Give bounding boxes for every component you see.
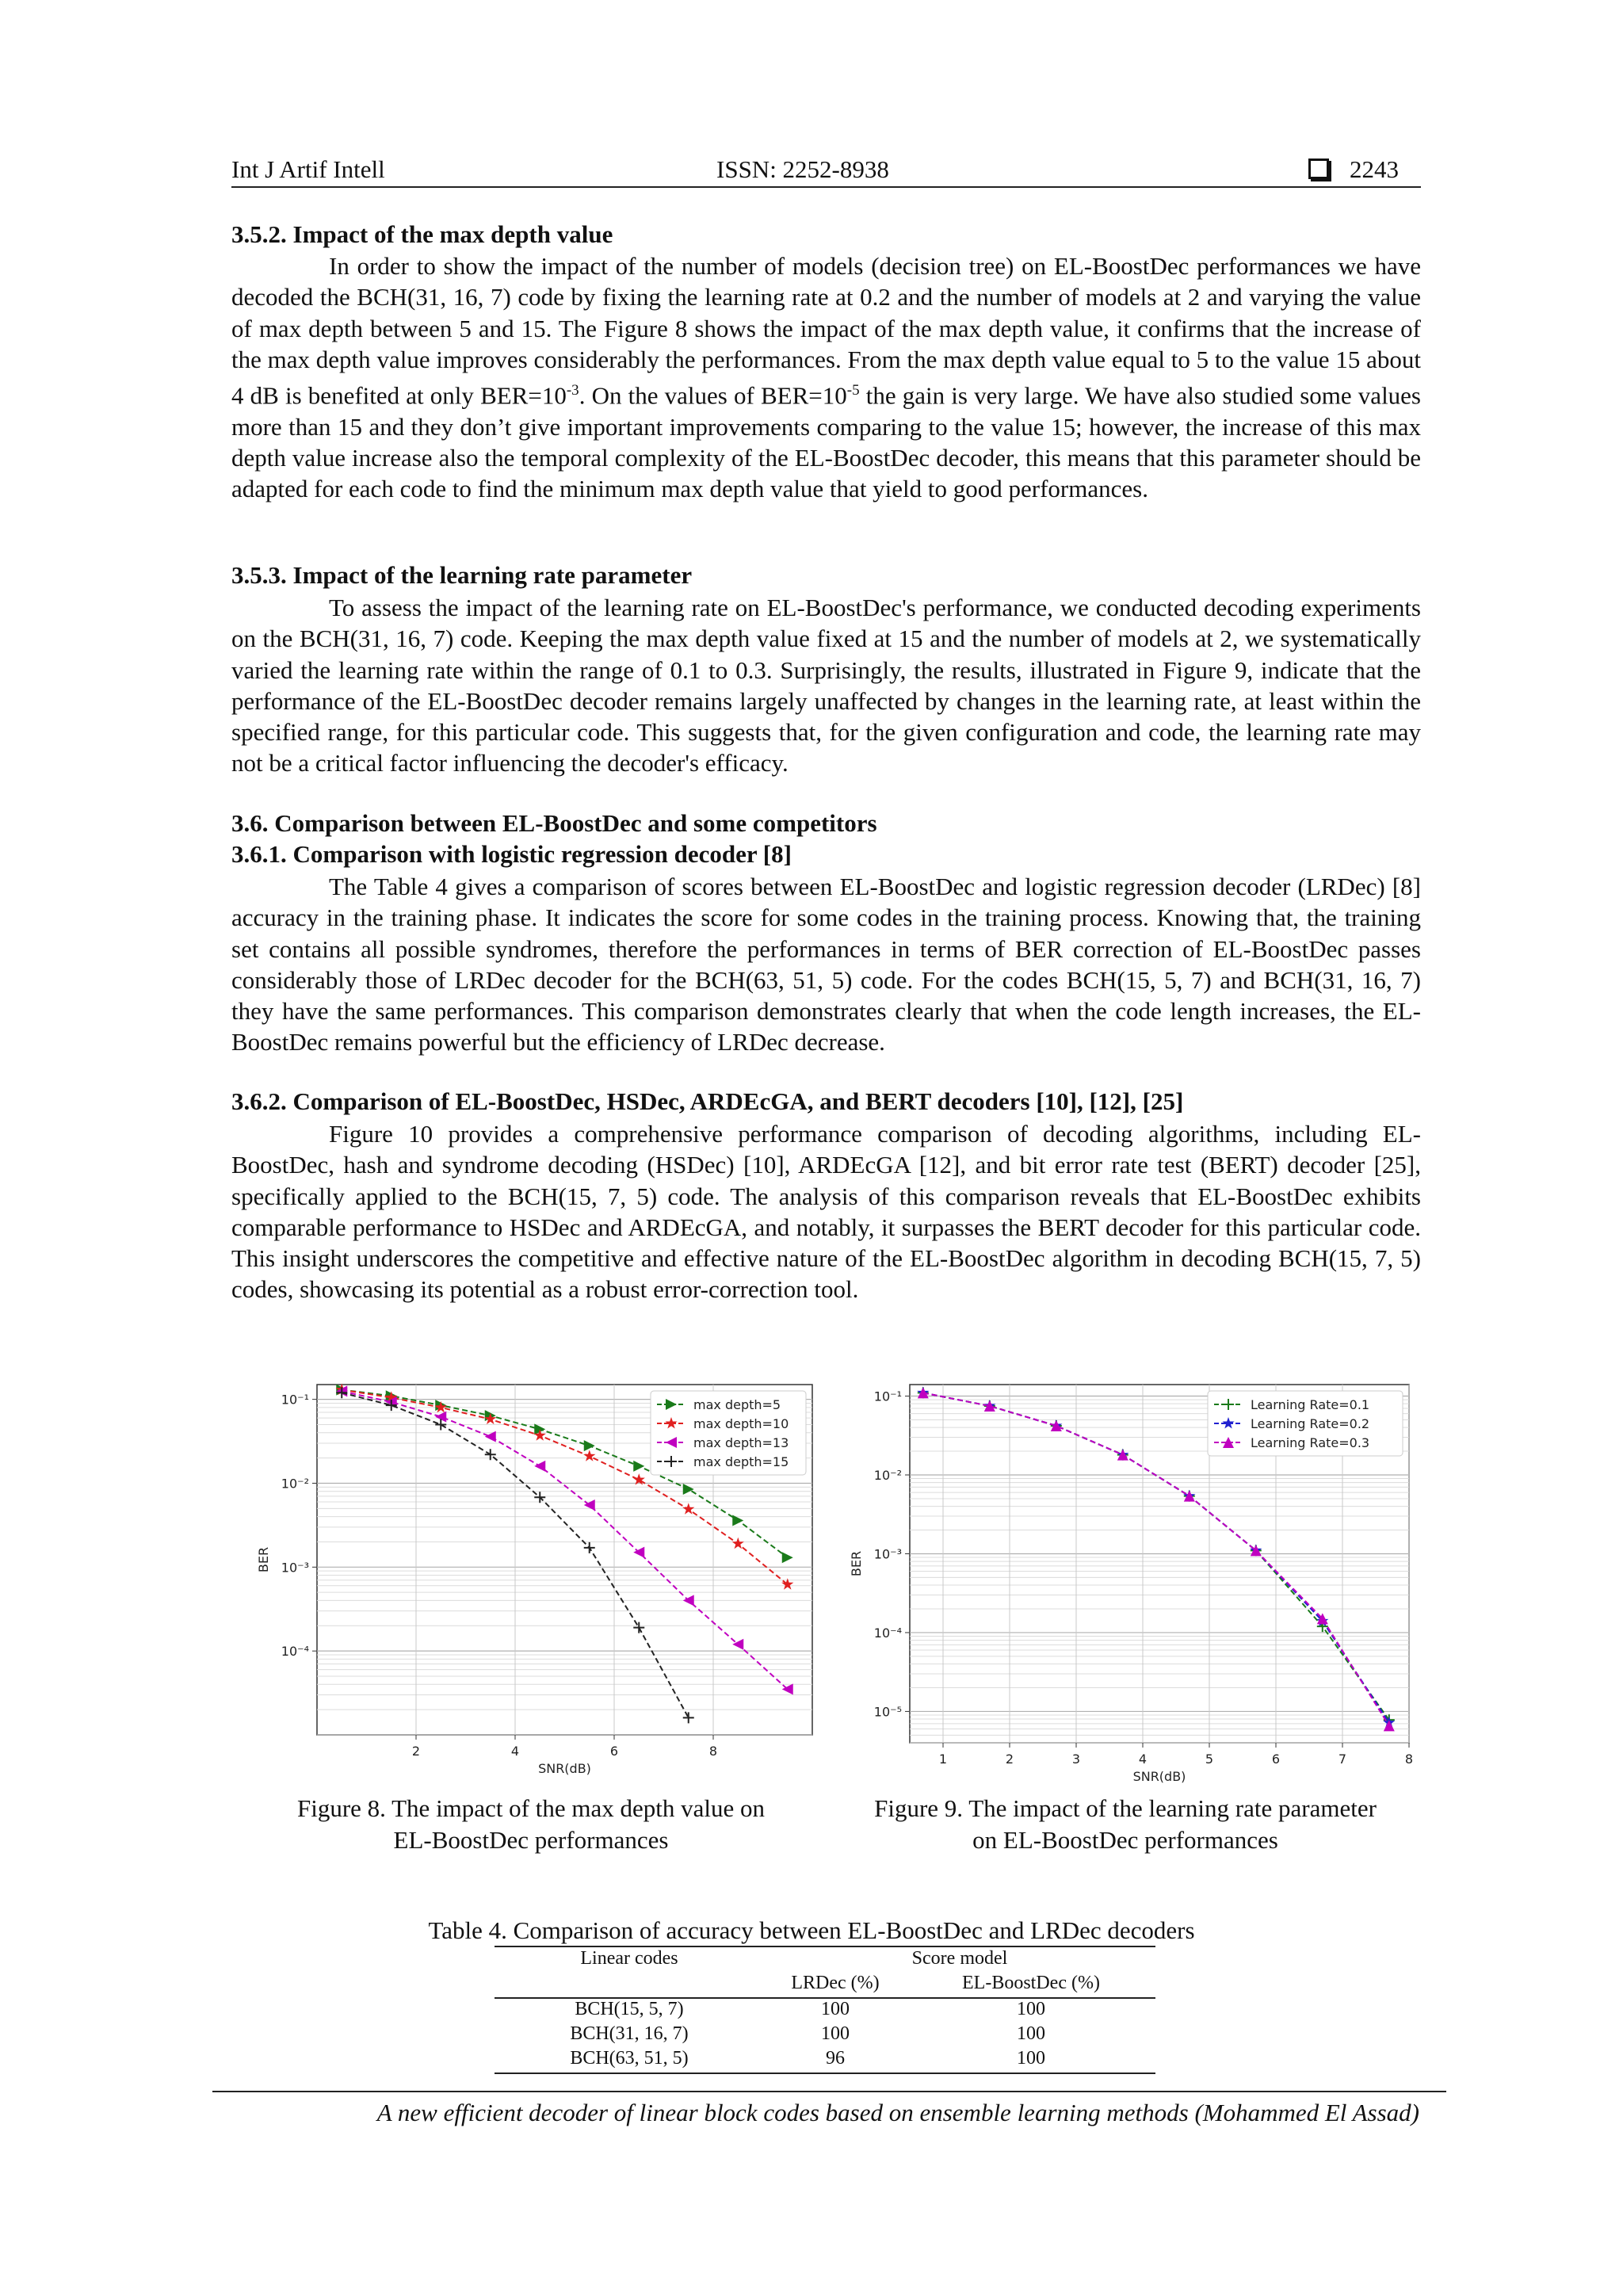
x-tick-label: 3 [1071,1752,1081,1767]
paragraph-3-6-2: Figure 10 provides a comprehensive performance comparison of decoding algorithms, including EL-BoostDec, hash and syndrome decoding (HSDec) [10], ARDEcGA [12], and bit error rate test (BERT) decoder [25], specifically applied to the BCH(15, 7, 5) code. The analysis of this comparison reveals that EL-BoostDec exhibits comparable performance to HSDec and ARDEcGA, and notably, it surpasses the BERT decoder for this particular code. This insight underscores the competitive and effective nature of the EL-BoostDec algorithm in decoding BCH(15, 7, 5) codes, showcasing its potential as a robust error-correction tool. [231,1120,1421,1304]
cell-elboost: 100 [1017,1999,1045,2019]
heading-3-5-2: 3.5.2. Impact of the max depth value [231,220,613,248]
table-row [495,2023,1155,2048]
table-row [495,2048,1155,2073]
x-tick-label: 1 [938,1752,948,1767]
x-tick-label: 2 [1005,1752,1014,1767]
heading-3-6: 3.6. Comparison between EL-BoostDec and some competitors [231,809,877,837]
col-linear-codes: Linear codes [580,1948,678,1969]
cell-lrdec: 100 [821,1999,850,2019]
col-score-model: Score model [911,1948,1008,1969]
legend-label: Learning Rate=0.2 [1251,1416,1370,1431]
paragraph-3-5-3: To assess the impact of the learning rate on EL-BoostDec's performance, we conducted decoding experiments on the BCH(31, 16, 7) code. Keeping the max depth value fixed at 15 and the number of models at 2, we systematically varied the learning rate within the range of 0.1 to 0.3. Surprisingly, the results, illustrated in Figure 9, indicate that the performance of the EL-BoostDec decoder remains largely unaffected by changes in the learning rate, at least within the specified range, for this particular code. This suggests that, for the given configuration and code, the learning rate may not be a critical factor influencing the decoder's efficacy. [231,594,1421,777]
x-axis-label: SNR(dB) [1132,1769,1186,1783]
x-tick-label: 8 [708,1744,718,1759]
journal-name: Int J Artif Intell [231,155,385,183]
square-bullet-icon [1308,159,1329,179]
x-tick-label: 6 [609,1744,619,1759]
legend [651,1391,806,1475]
y-tick-label: 10⁻³ [281,1560,309,1576]
paragraph-3-5-2: In order to show the impact of the number of models (decision tree) on EL-BoostDec performances we have decoded the BCH(31, 16, 7) code by fixing the learning rate at 0.2 and the number of models at 2 and varying the value of max depth between 5 and 15. The Figure 8 shows the impact of the max depth value, it confirms that the increase of the max depth value improves considerably the performances. From the max depth value equal to 5 to the value 15 about 4 dB is benefited at only $BER=10^{-3}$. On the values of $BER=10^{-5}$ the gain is very large. We have also studied some values more than 15 and they don’t give important improvements comparing to the value 15; however, the increase of this max depth value increase also the temporal complexity of the EL-BoostDec decoder, this means that this parameter should be adapted for each code to find the minimum max depth value that yield to good performances. [231,252,1422,503]
x-tick-label: 5 [1205,1752,1214,1767]
legend-label: Learning Rate=0.1 [1251,1397,1370,1412]
y-tick-label: 10⁻⁴ [873,1625,902,1641]
figure-8-caption: Figure 8. The impact of the max depth value on EL-BoostDec performances [297,1794,765,1854]
heading-3-6-2: 3.6.2. Comparison of EL-BoostDec, HSDec, ARDEcGA, and BERT decoders [10], [12], [25] [231,1087,1184,1115]
cell-code: BCH(63, 51, 5) [570,2048,689,2069]
header-rule [231,186,1421,188]
table-4 [495,1948,1155,2074]
table-row [495,1999,1155,2023]
y-tick-label: 10⁻⁵ [873,1704,902,1720]
x-tick-label: 7 [1338,1752,1347,1767]
issn: ISSN: 2252-8938 [716,155,889,183]
figure-9-chart [832,1375,1419,1783]
cell-elboost: 100 [1017,2048,1045,2069]
heading-3-6-1: 3.6.1. Comparison with logistic regression decoder [8] [231,840,792,868]
y-tick-label: 10⁻² [281,1476,309,1492]
page-number-block [1308,155,1399,184]
table-top-rule [495,1946,1155,1947]
y-tick-label: 10⁻¹ [873,1389,902,1404]
col-elboostdec: EL-BoostDec (%) [962,1973,1100,1993]
cell-elboost: 100 [1017,2023,1045,2044]
cell-code: BCH(15, 5, 7) [575,1999,684,2019]
page-number: 2243 [1350,155,1399,183]
footer-rule [212,2091,1446,2092]
legend-label: max depth=10 [693,1416,789,1431]
legend-label: max depth=15 [693,1454,789,1469]
cell-lrdec: 96 [826,2048,845,2069]
legend-label: max depth=5 [693,1397,781,1412]
footer-text: A new efficient decoder of linear block codes based on ensemble learning methods (Mohammed El Assad) [376,2099,1419,2126]
table-subheader-row [495,1973,1155,1997]
figure-8-chart [238,1375,824,1783]
x-tick-label: 4 [1138,1752,1148,1767]
x-tick-label: 4 [510,1744,520,1759]
y-tick-label: 10⁻¹ [281,1392,309,1408]
y-tick-label: 10⁻² [873,1468,902,1484]
table-header-row [495,1948,1155,1973]
paragraph-3-6-1: The Table 4 gives a comparison of scores between EL-BoostDec and logistic regression decoder (LRDec) [8] accuracy in the training phase. It indicates the score for some codes in the training process. Knowing that, the training set contains all possible syndromes, therefore the performances in terms of BER correction of EL-BoostDec passes considerably those of LRDec decoder for the BCH(63, 51, 5) code. For the codes BCH(15, 5, 7) and BCH(31, 16, 7) they have the same performances. This comparison demonstrates clearly that when the code length increases, the EL-BoostDec remains powerful but the efficiency of LRDec decrease. [231,873,1421,1056]
x-tick-label: 2 [411,1744,421,1759]
figure-9-caption: Figure 9. The impact of the learning rate parameter on EL-BoostDec performances [874,1794,1377,1854]
legend-label: Learning Rate=0.3 [1251,1435,1370,1450]
legend-label: max depth=13 [693,1435,789,1450]
legend [1208,1391,1403,1456]
col-lrdec: LRDec (%) [791,1973,880,1993]
y-axis-label: BER [256,1546,271,1573]
x-axis-label: SNR(dB) [538,1761,591,1776]
table-bottom-rule [495,2073,1155,2074]
x-tick-label: 6 [1271,1752,1281,1767]
y-axis-label: BER [849,1550,864,1577]
heading-3-5-3: 3.5.3. Impact of the learning rate parameter [231,561,693,589]
y-tick-label: 10⁻⁴ [281,1644,309,1660]
figure-9 [832,1375,1419,1783]
cell-code: BCH(31, 16, 7) [570,2023,689,2044]
y-tick-label: 10⁻³ [873,1546,902,1562]
cell-lrdec: 100 [821,2023,850,2044]
x-tick-label: 8 [1404,1752,1414,1767]
table-4-title: Table 4. Comparison of accuracy between EL-BoostDec and LRDec decoders [428,1916,1195,1944]
figure-8 [238,1375,824,1783]
